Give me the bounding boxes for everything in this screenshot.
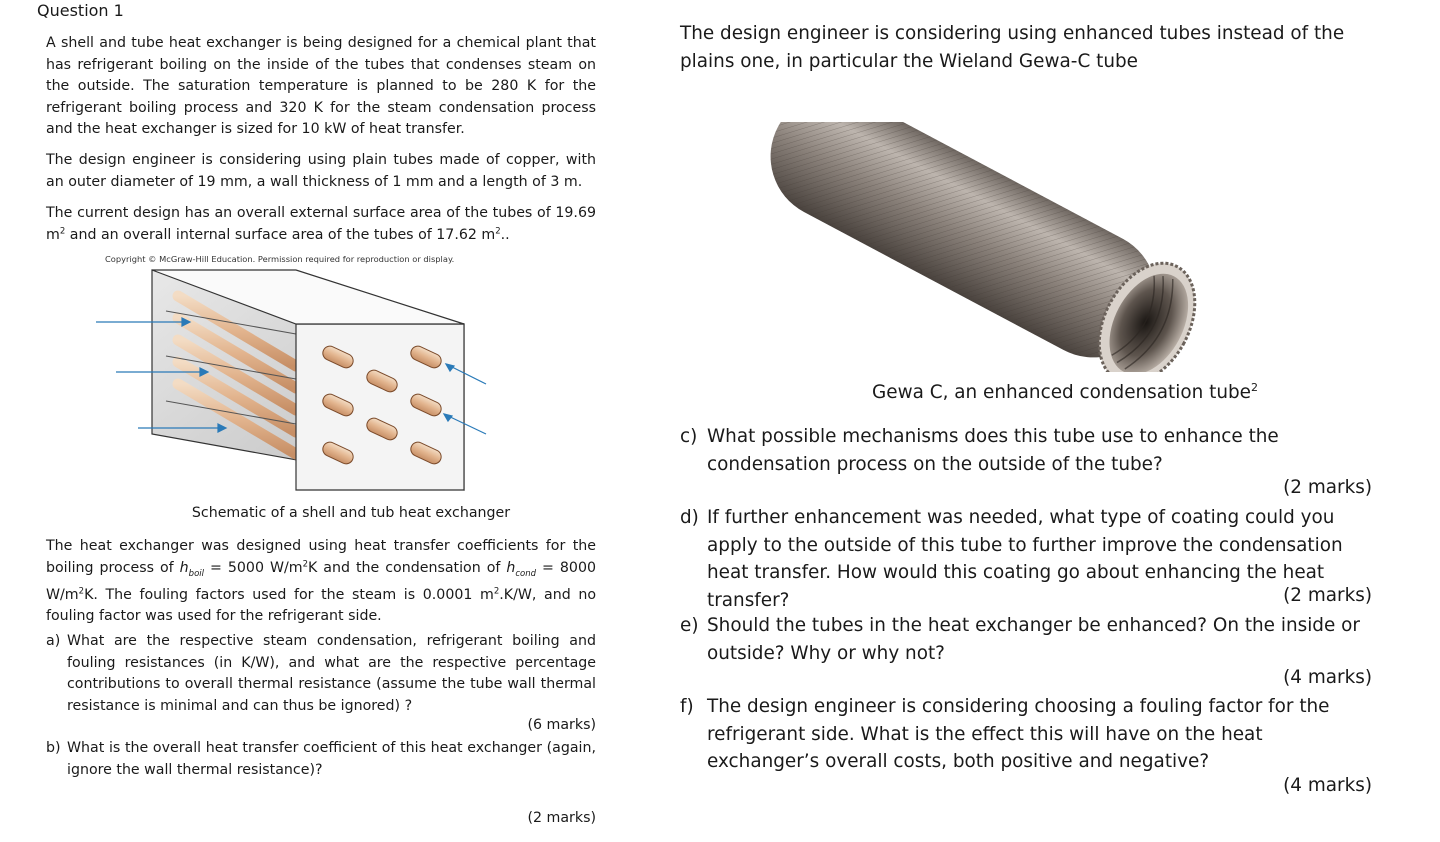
question-a-marks: (6 marks): [527, 717, 596, 733]
question-c-label: c): [680, 426, 698, 447]
question-f-marks: (4 marks): [1283, 775, 1372, 796]
question-f: [680, 693, 1372, 776]
coefficients-paragraph: The heat exchanger was designed using heat transfer coefficients for the boiling process of $h_{boil} = 5000$ $W/m^2K$ and the condensation of $h_{cond} = 8000$ $W/m^2K$. The fouling factors used for the steam is 0.0001 $m^2.K/W$, and no fouling factor was used for the refrigerant side.: [46, 538, 597, 625]
question-title: Question 1: [37, 1, 124, 20]
gewa-c-tube-image: [758, 122, 1250, 372]
question-b: [46, 738, 596, 781]
question-a-text: What are the respective steam condensation, refrigerant boiling and fouling resistances (in K/W), and what are the respective percentage contributions to overall thermal resistance (assume the tube wall thermal resistance is minimal and can thus be ignored) ?: [67, 633, 596, 714]
intro-paragraph-2: The design engineer is considering using plain tubes made of copper, with an outer diameter of 19 mm, a wall thickness of 1 mm and a length of 3 m.: [46, 152, 596, 190]
question-e-text: Should the tubes in the heat exchanger be enhanced? On the inside or outside? Why or why not?: [707, 615, 1360, 664]
question-c: [680, 423, 1372, 478]
question-b-marks: (2 marks): [527, 810, 596, 826]
question-b-label: b): [46, 740, 61, 756]
intro-paragraph-1: A shell and tube heat exchanger is being designed for a chemical plant that has refrigerant boiling on the inside of the tubes that condenses steam on the outside. The saturation temperature is planned to be 280 K for the refrigerant boiling process and 320 K for the steam condensation process and the heat exchanger is sized for 10 kW of heat transfer.: [46, 35, 596, 137]
question-f-text: The design engineer is considering choosing a fouling factor for the refrigerant side. What is the effect this will have on the heat exchanger’s overall costs, both positive and negative?: [707, 696, 1330, 772]
question-c-marks: (2 marks): [1283, 477, 1372, 498]
question-f-label: f): [680, 696, 694, 717]
intro-paragraph-3: The current design has an overall external surface area of the tubes of 19.69 $m^2$ and an overall internal surface area of the tubes of 17.62 $m^2$..: [46, 205, 596, 243]
question-a: [46, 631, 596, 717]
question-b-text: What is the overall heat transfer coefficient of this heat exchanger (again, ignore the wall thermal resistance)?: [67, 740, 596, 778]
question-d-marks: (2 marks): [1283, 585, 1372, 606]
question-e-label: e): [680, 615, 699, 636]
question-c-text: What possible mechanisms does this tube use to enhance the condensation process on the outside of the tube?: [707, 426, 1279, 475]
tube-body: [758, 122, 1214, 372]
copyright-notice: Copyright © McGraw-Hill Education. Permission required for reproduction or display.: [105, 254, 455, 264]
figure-right-caption: Gewa C, an enhanced condensation tube$^2$: [872, 380, 1258, 403]
question-d-label: d): [680, 507, 699, 528]
question-d-text: If further enhancement was needed, what type of coating could you apply to the outside of this tube to further improve the condensation heat transfer. How would this coating go about enhancing the heat transfer?: [707, 507, 1343, 611]
question-e: [680, 612, 1372, 667]
figure-left-caption: Schematic of a shell and tub heat exchanger: [191, 505, 511, 521]
right-intro: The design engineer is considering using enhanced tubes instead of the plains one, in particular the Wieland Gewa-C tube: [680, 23, 1345, 72]
question-e-marks: (4 marks): [1283, 667, 1372, 688]
question-a-label: a): [46, 633, 61, 649]
shell-tube-schematic: [96, 266, 496, 496]
